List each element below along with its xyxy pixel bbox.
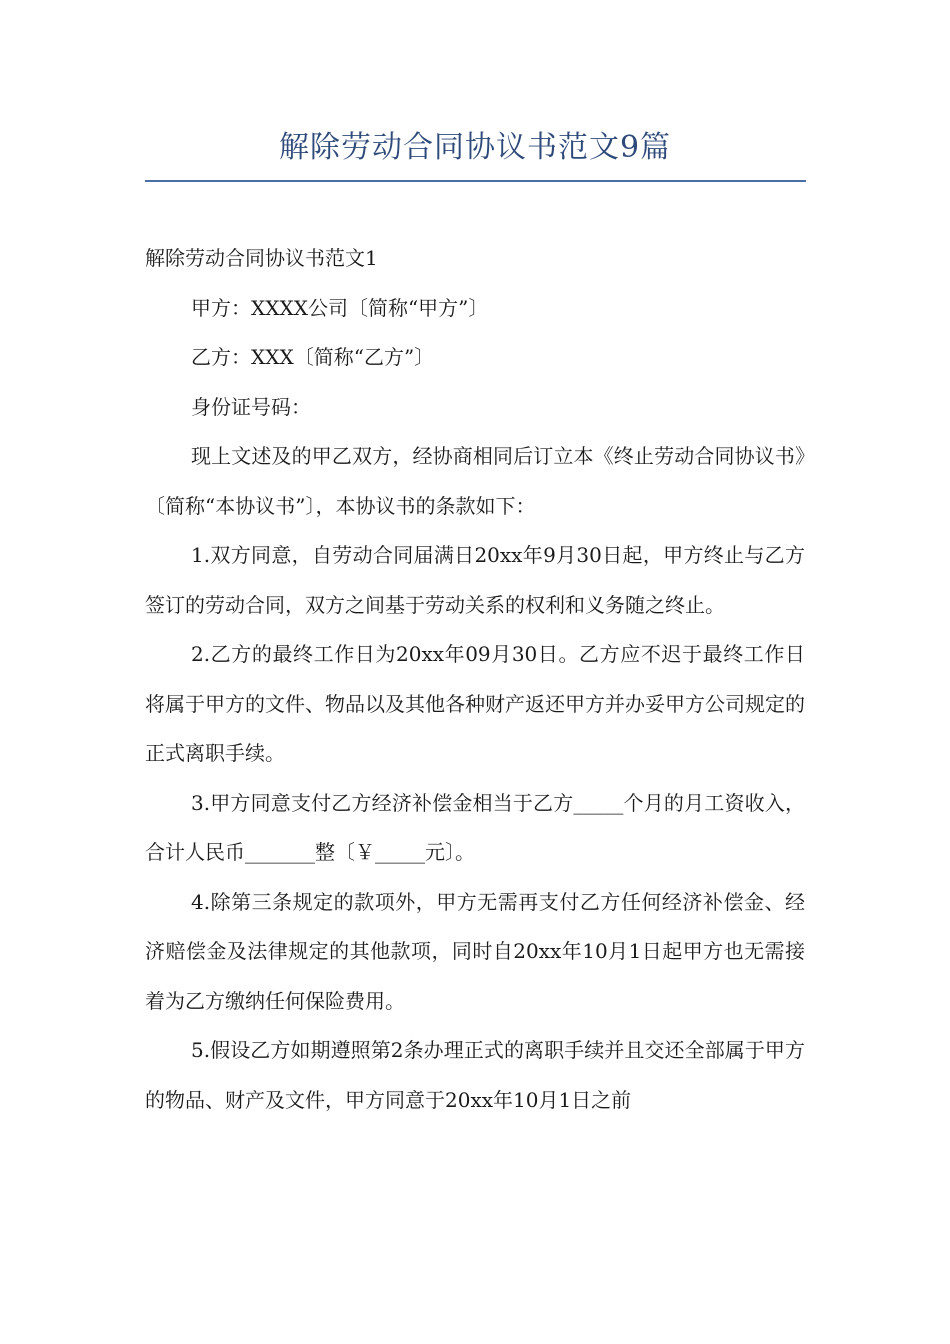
party-b-line: 乙方：XXX〔简称“乙方”〕 — [191, 345, 435, 369]
document-title: 解除劳动合同协议书范文9篇 — [278, 130, 672, 165]
id-number-line: 身份证号码： — [191, 394, 311, 419]
clause-2: 2.乙方的最终工作日为20xx年09月30日。乙方应不迟于最终工作日将属于甲方的文件、物品以及其他各种财产返还甲方并办妥甲方公司规定的正式离职手续。 — [145, 642, 805, 765]
preamble-paragraph: 现上文述及的甲乙双方，经协商相同后订立本《终止劳动合同协议书》〔简称“本协议书”〕，本协议书的条款如下： — [145, 444, 805, 518]
clause-3: 3.甲方同意支付乙方经济补偿金相当于乙方_____个月的月工资收入，合计人民币_______整〔￥_____元〕。 — [145, 790, 805, 864]
document-body — [145, 234, 805, 1125]
title-underline — [145, 180, 806, 182]
clause-1: 1.双方同意，自劳动合同届满日20xx年9月30日起，甲方终止与乙方签订的劳动合同，双方之间基于劳动关系的权利和义务随之终止。 — [145, 543, 805, 617]
party-a-line: 甲方：XXXX公司〔简称“甲方”〕 — [191, 295, 489, 320]
clause-4: 4.除第三条规定的款项外，甲方无需再支付乙方任何经济补偿金、经济赔偿金及法律规定的其他款项，同时自20xx年10月1日起甲方也无需接着为乙方缴纳任何保险费用。 — [145, 889, 805, 1013]
section-heading: 解除劳动合同协议书范文1 — [145, 246, 378, 270]
clause-5: 5.假设乙方如期遵照第2条办理正式的离职手续并且交还全部属于甲方的物品、财产及文件，甲方同意于20xx年10月1日之前 — [145, 1038, 805, 1112]
